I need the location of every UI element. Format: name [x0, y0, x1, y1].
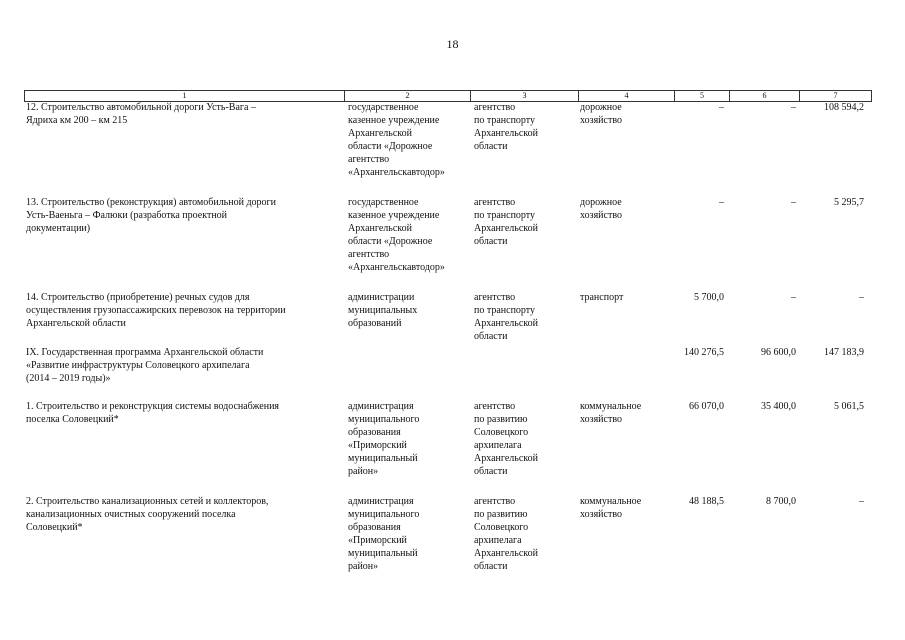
value-col6: 35 400,0 [761, 401, 796, 412]
investment-table [24, 90, 872, 572]
responsible-agency: агентство по транспорту Архангельской области [474, 197, 538, 247]
sector: дорожное хозяйство [580, 102, 622, 126]
column-header-7: 7 [799, 91, 872, 101]
value-col6: 8 700,0 [766, 496, 796, 507]
column-header-3: 3 [470, 91, 578, 101]
column-header-5: 5 [674, 91, 729, 101]
value-col5: 48 188,5 [689, 496, 724, 507]
column-header-2: 2 [344, 91, 470, 101]
customer: государственное казенное учреждение Архангельской области «Дорожное агентство «Архангельскавтодор» [348, 102, 445, 178]
object-name: 14. Строительство (приобретение) речных судов для осуществления грузопассажирских перевозок на территории Архангельской области [26, 292, 286, 329]
responsible-agency: агентство по развитию Соловецкого архипелага Архангельской области [474, 401, 538, 477]
value-col5: 5 700,0 [694, 292, 724, 303]
column-header-4: 4 [578, 91, 674, 101]
value-col5: – [719, 102, 724, 113]
column-header-1: 1 [24, 91, 344, 101]
value-col5: 66 070,0 [689, 401, 724, 412]
customer: администрация муниципального образования «Приморский муниципальный район» [348, 496, 420, 572]
program-title: IX. Государственная программа Архангельской области «Развитие инфраструктуры Соловецкого архипелага (2014 – 2019 годы)» [26, 347, 264, 384]
value-col5: 140 276,5 [684, 347, 724, 358]
page-number: 18 [446, 37, 459, 51]
object-name: 1. Строительство и реконструкция системы водоснабжения поселка Соловецкий* [26, 401, 280, 425]
object-name: 12. Строительство автомобильной дороги Усть-Вага – Ядриха км 200 – км 215 [26, 102, 256, 126]
responsible-agency: агентство по транспорту Архангельской области [474, 102, 538, 152]
value-col7: – [859, 292, 864, 303]
responsible-agency: агентство по развитию Соловецкого архипелага Архангельской области [474, 496, 538, 572]
value-col7: 108 594,2 [824, 102, 864, 113]
customer: администрации муниципальных образований [348, 292, 418, 329]
object-name: 2. Строительство канализационных сетей и коллекторов, канализационных очистных сооружений поселка Соловецкий* [26, 496, 269, 533]
value-col6: – [791, 292, 796, 303]
responsible-agency: агентство по транспорту Архангельской области [474, 292, 538, 342]
value-col6: – [791, 197, 796, 208]
value-col5: – [719, 197, 724, 208]
value-col7: 5 295,7 [834, 197, 864, 208]
value-col7: 147 183,9 [824, 347, 864, 358]
value-col6: 96 600,0 [761, 347, 796, 358]
value-col7: 5 061,5 [834, 401, 864, 412]
value-col7: – [859, 496, 864, 507]
sector: коммунальное хозяйство [580, 401, 642, 425]
customer: государственное казенное учреждение Архангельской области «Дорожное агентство «Архангельскавтодор» [348, 197, 445, 273]
object-name: 13. Строительство (реконструкция) автомобильной дороги Усть-Ваеньга – Фалюки (разработка проектной документации) [26, 197, 276, 234]
column-header-6: 6 [729, 91, 799, 101]
sector: коммунальное хозяйство [580, 496, 642, 520]
sector: транспорт [580, 292, 624, 303]
customer: администрация муниципального образования «Приморский муниципальный район» [348, 401, 420, 477]
value-col6: – [791, 102, 796, 113]
sector: дорожное хозяйство [580, 197, 622, 221]
